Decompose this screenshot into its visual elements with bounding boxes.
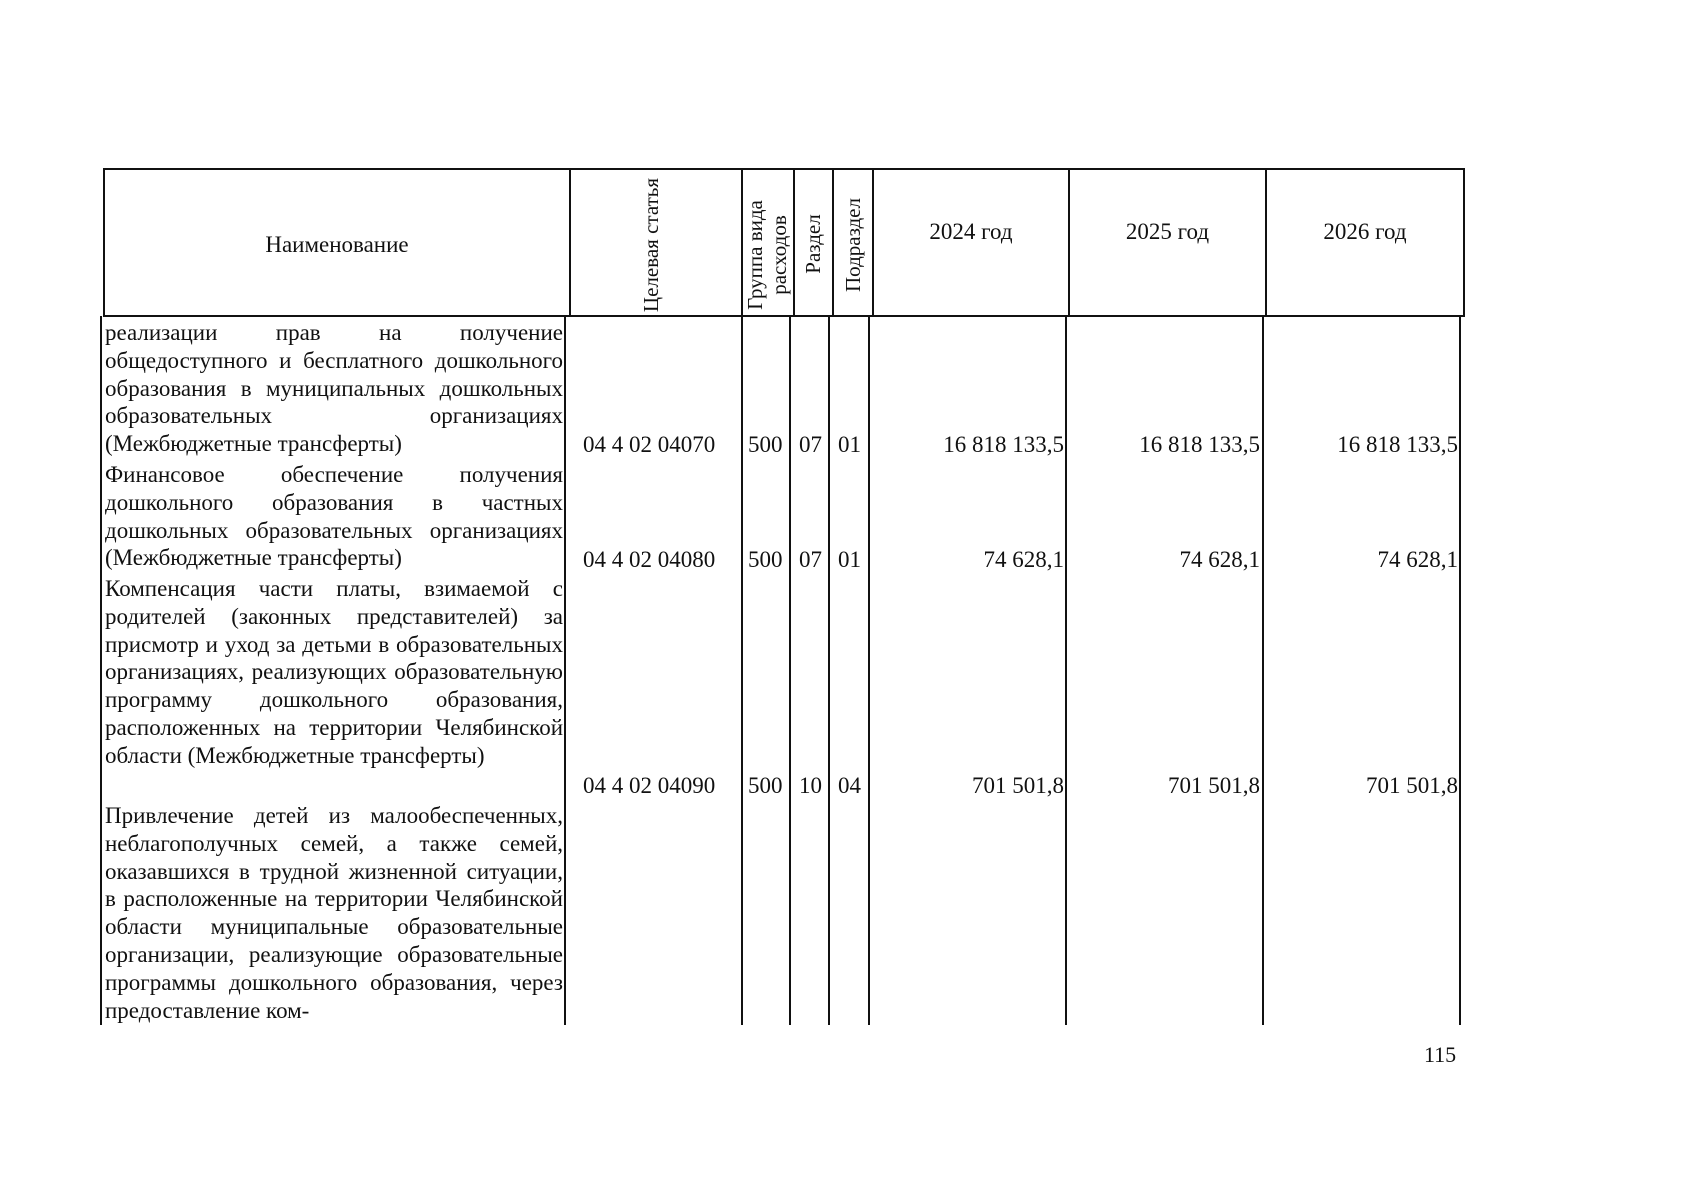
row-value-2025: 701 501,8 — [1168, 773, 1260, 798]
row-value-2024: 16 818 133,5 — [943, 432, 1064, 457]
row-target-article: 04 4 02 04080 — [583, 547, 716, 572]
row-value-2026: 16 818 133,5 — [1337, 432, 1458, 457]
row-value-2024: 74 628,1 — [983, 547, 1064, 572]
header-target-article: Целевая статья — [639, 177, 663, 313]
page-number: 115 — [1424, 1042, 1457, 1067]
row-subsection: 01 — [838, 432, 861, 457]
header-subsection: Подраздел — [841, 198, 865, 292]
row-target-article: 04 4 02 04070 — [583, 432, 716, 457]
row-section: 10 — [799, 773, 822, 798]
header-expense-group: Группа вида расходов — [743, 200, 791, 310]
header-name: Наименование — [265, 232, 409, 257]
header-2026: 2026 год — [1323, 219, 1407, 244]
row-section: 07 — [799, 432, 822, 457]
row-value-2026: 701 501,8 — [1366, 773, 1458, 798]
row-subsection: 01 — [838, 547, 861, 572]
row-value-2026: 74 628,1 — [1377, 547, 1458, 572]
row-target-article: 04 4 02 04090 — [583, 773, 716, 798]
header-section: Раздел — [801, 214, 825, 274]
header-2024: 2024 год — [929, 219, 1013, 244]
row-name: Финансовое обеспечение получения дошкольного образования в частных дошкольных образовательных организациях (Межбюджетные трансферты) — [105, 462, 563, 571]
row-section: 07 — [799, 547, 822, 572]
row-name: реализации прав на получение общедоступного и бесплатного дошкольного образования в муниципальных дошкольных образовательных организациях (Межбюджетные трансферты) — [105, 320, 563, 457]
row-subsection: 04 — [838, 773, 861, 798]
row-expense-group: 500 — [748, 432, 783, 457]
row-expense-group: 500 — [748, 547, 783, 572]
row-expense-group: 500 — [748, 773, 783, 798]
row-value-2025: 16 818 133,5 — [1139, 432, 1260, 457]
header-2025: 2025 год — [1125, 219, 1210, 244]
row-value-2025: 74 628,1 — [1179, 547, 1260, 572]
row-value-2024: 701 501,8 — [972, 773, 1064, 798]
row-name: Привлечение детей из малообеспеченных, неблагополучных семей, а также семей, оказавшихся в трудной жизненной ситуации, в расположенные на территории Челябинской области муниципальные образовательные организации, реализующие образовательные программы дошкольного образования, через предоставление ком- — [105, 803, 563, 1023]
row-name: Компенсация части платы, взимаемой с родителей (законных представителей) за присмотр и уход за детьми в образовательных организациях, реализующих образовательную программу дошкольного образования, расположенных на территории Челябинской области (Межбюджетные трансферты) — [105, 576, 563, 768]
